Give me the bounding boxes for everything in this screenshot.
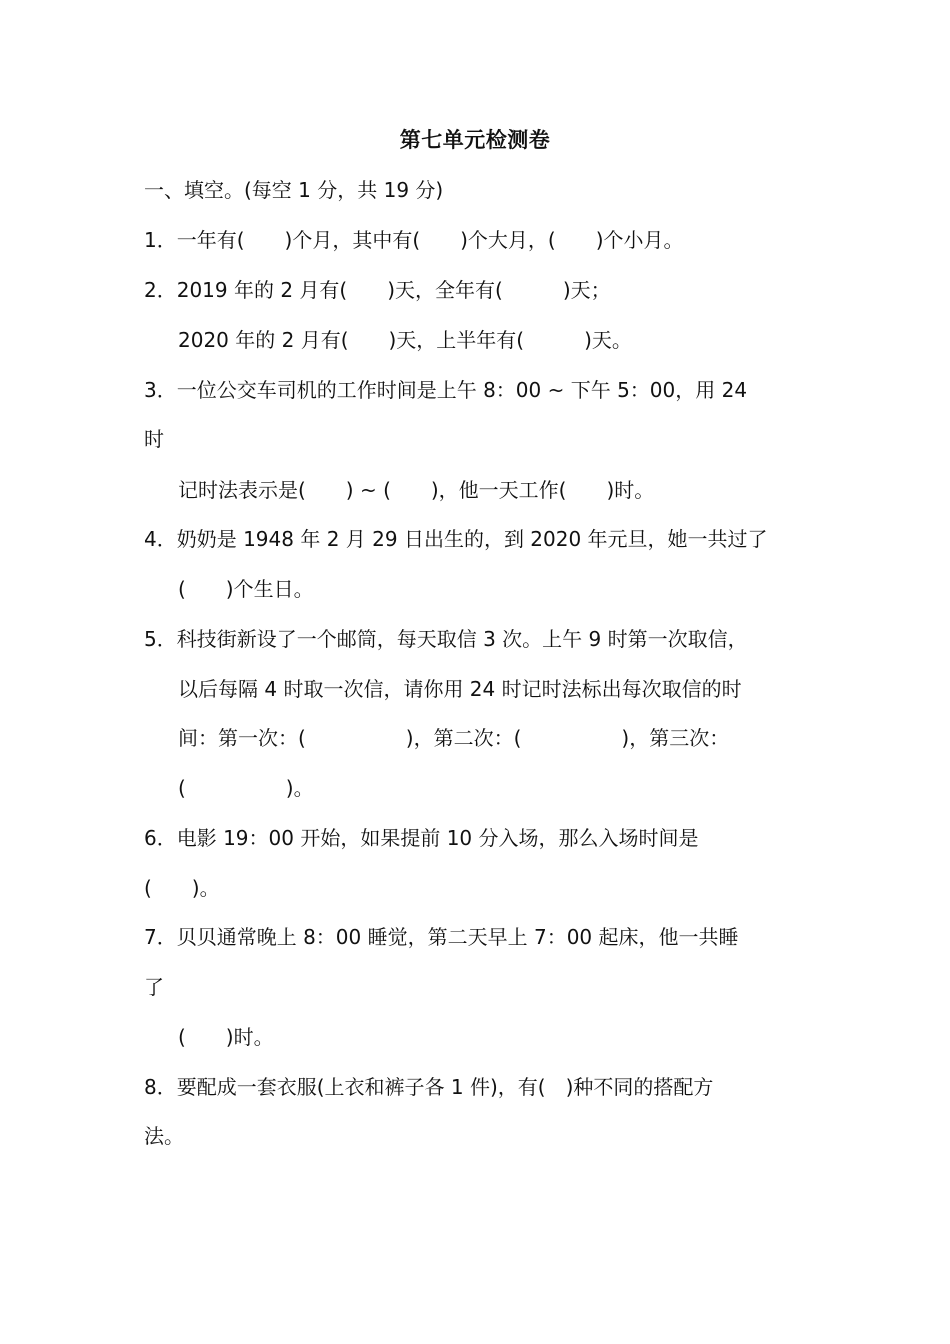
question-7-wrap: 了 [144, 975, 164, 999]
question-6-continued: ( )。 [144, 876, 220, 900]
question-3-wrap: 时 [144, 427, 164, 451]
question-7-continued: ( )时。 [178, 1025, 274, 1049]
question-8-wrap: 法。 [144, 1124, 184, 1148]
question-4: 4．奶奶是 1948 年 2 月 29 日出生的，到 2020 年元旦，她一共过了 [144, 527, 768, 551]
page-title: 第七单元检测卷 [399, 128, 551, 152]
question-8: 8．要配成一套衣服(上衣和裤子各 1 件)，有( )种不同的搭配方 [144, 1075, 714, 1099]
question-5-continued-2: 间：第一次：( )，第二次：( )，第三次： [178, 726, 730, 750]
question-5-continued-3: ( )。 [178, 776, 314, 800]
question-1: 1．一年有( )个月，其中有( )个大月，( )个小月。 [144, 228, 684, 252]
question-7: 7．贝贝通常晚上 8：00 睡觉，第二天早上 7：00 起床，他一共睡 [144, 925, 739, 949]
question-3: 3．一位公交车司机的工作时间是上午 8：00 ~ 下午 5：00，用 24 [144, 378, 748, 402]
question-2: 2．2019 年的 2 月有( )天，全年有( )天； [144, 278, 611, 302]
question-6: 6．电影 19：00 开始，如果提前 10 分入场，那么入场时间是 [144, 826, 699, 850]
section-heading: 一、填空。(每空 1 分，共 19 分) [144, 178, 444, 202]
question-5: 5．科技街新设了一个邮筒，每天取信 3 次。上午 9 时第一次取信， [144, 627, 748, 651]
question-2-continued: 2020 年的 2 月有( )天，上半年有( )天。 [178, 328, 632, 352]
question-5-continued-1: 以后每隔 4 时取一次信，请你用 24 时记时法标出每次取信的时 [178, 677, 742, 701]
question-3-continued: 记时法表示是( ) ~ ( )，他一天工作( )时。 [178, 478, 655, 502]
question-4-continued: ( )个生日。 [178, 577, 314, 601]
